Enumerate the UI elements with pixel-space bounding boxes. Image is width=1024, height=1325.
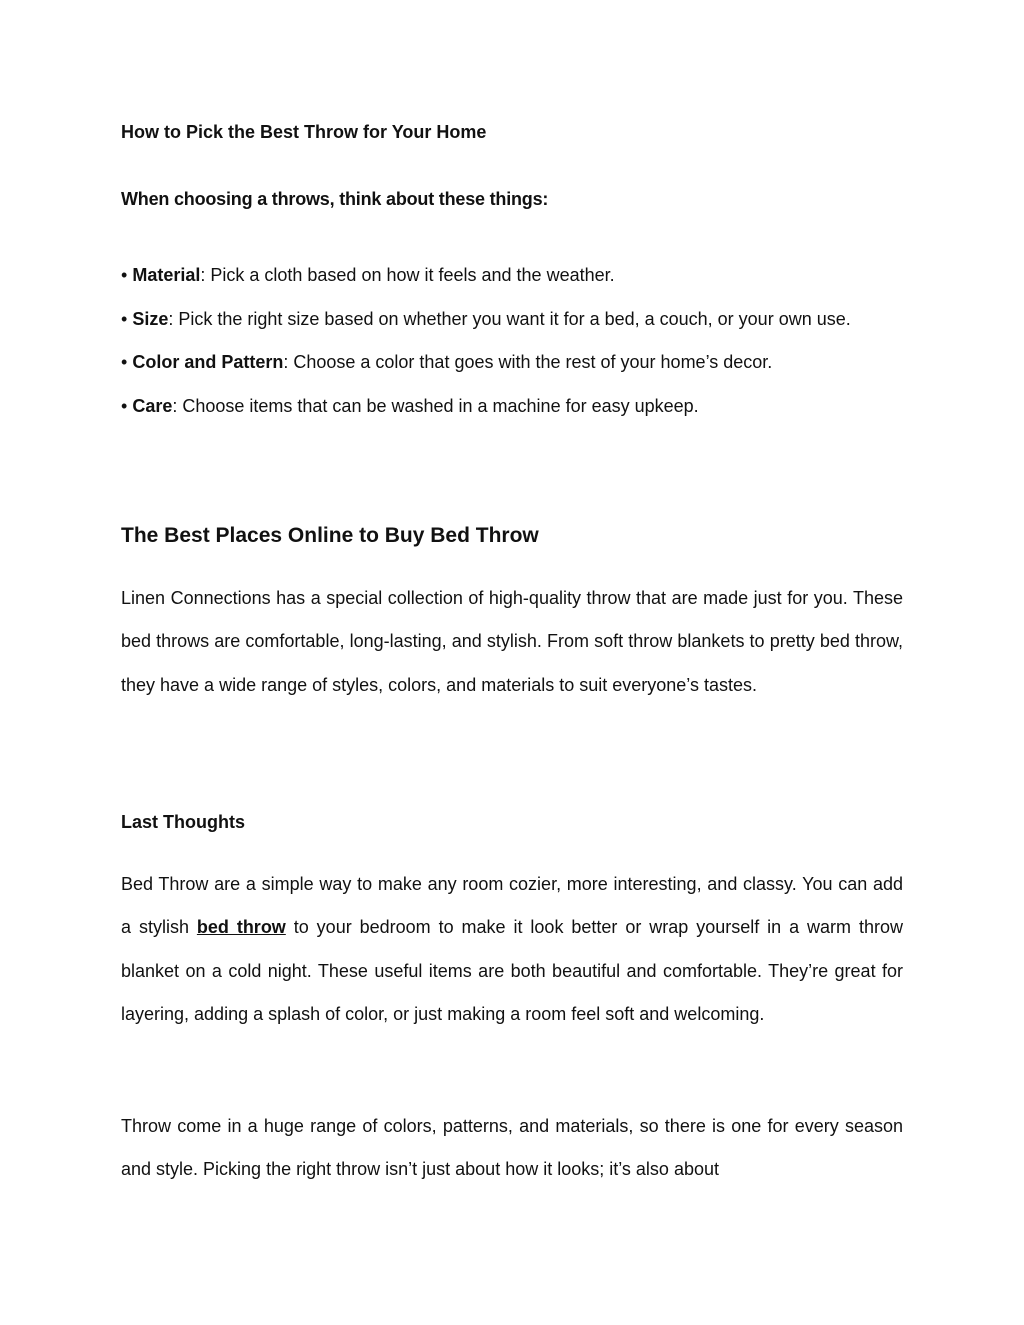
list-item-material <box>121 254 903 298</box>
bullet-mark: • <box>121 352 128 372</box>
section-heading-best-places: The Best Places Online to Buy Bed Throw <box>121 524 539 547</box>
paragraph-text: Bed Throw are a simple way to make any room cozier, more interesting, and classy. You can add a stylish <box>121 874 903 938</box>
list-item-text: : Choose items that can be washed in a machine for easy upkeep. <box>172 395 699 416</box>
list-item-term: Material <box>132 265 201 285</box>
list-item-term: Color and Pattern <box>132 352 284 372</box>
list-item-care <box>121 385 903 429</box>
list-item-color-pattern <box>121 341 903 385</box>
list-item-text: : Pick a cloth based on how it feels and the weather. <box>200 265 615 285</box>
list-item-text: : Choose a color that goes with the rest of your home’s decor. <box>283 352 773 372</box>
paragraph-range-of-throws: Throw come in a huge range of colors, patterns, and materials, so there is one for every season and style. Picking the right throw isn’t just about how it looks; it’s also about <box>121 1116 903 1180</box>
list-item-term: Size <box>132 308 169 329</box>
intro-subheading: When choosing a throws, think about these things: <box>121 189 549 209</box>
bed-throw-link[interactable]: bed throw <box>196 917 286 938</box>
list-item-size <box>121 298 903 342</box>
considerations-list <box>121 254 903 428</box>
paragraph-text: to your bedroom to make it look better or wrap yourself in a warm throw blanket on a cold night. These useful items are both beautiful and comfortable. They’re great for layering, adding a splash of color, or just making a room feel soft and welcoming. <box>121 917 903 1024</box>
list-item-term: Care <box>132 395 173 416</box>
paragraph-last-thoughts <box>121 863 903 1036</box>
bullet-mark: • <box>121 308 128 329</box>
list-item-text: : Pick the right size based on whether you want it for a bed, a couch, or your own use. <box>168 308 851 329</box>
section-heading-last-thoughts: Last Thoughts <box>121 812 245 832</box>
section-heading-pick-throw: How to Pick the Best Throw for Your Home <box>121 122 487 142</box>
bullet-mark: • <box>121 265 128 285</box>
bullet-mark: • <box>121 395 128 416</box>
paragraph-linen-connections: Linen Connections has a special collection of high-quality throw that are made just for you. These bed throws are comfortable, long-lasting, and stylish. From soft throw blankets to pretty bed throw, they have a wide range of styles, colors, and materials to suit everyone’s tastes. <box>121 588 903 695</box>
